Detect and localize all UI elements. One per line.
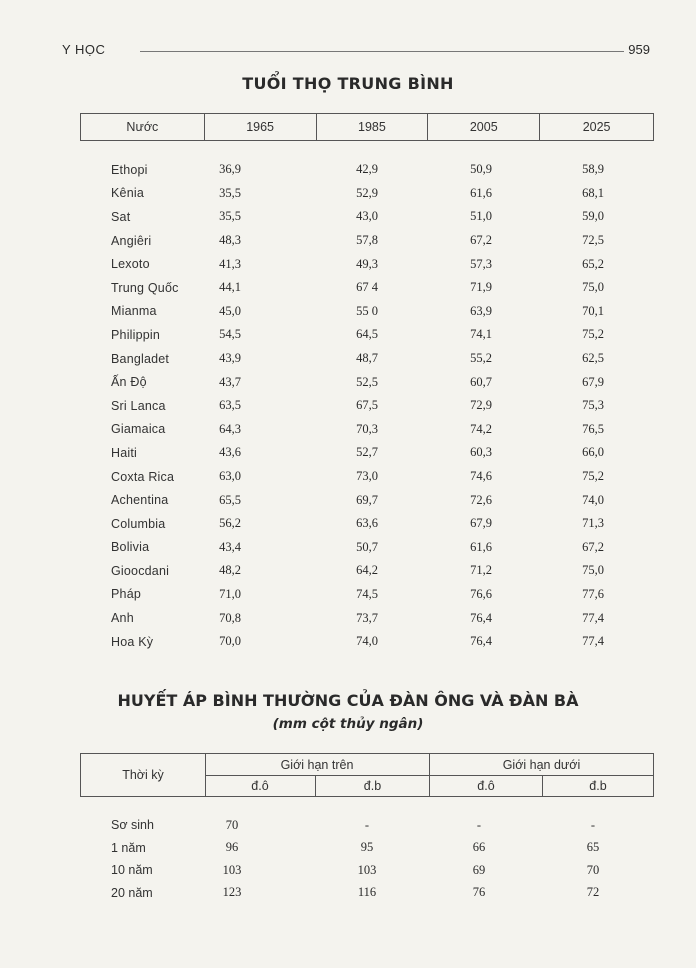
value-cell: 70,3 [356,421,378,436]
value-cell: 75,0 [582,563,604,578]
value-cell: 55 0 [356,303,378,318]
pressure-cell: 72 [586,885,600,900]
table-row [80,814,654,837]
value-cell: 77,6 [582,586,604,601]
value-cell: 68,1 [582,185,604,200]
country-cell: Sri Lanca [111,398,166,413]
column-header-country: Nước [126,120,159,134]
value-cell: 76,6 [470,586,492,601]
country-cell: Bangladet [111,351,170,366]
value-cell: 74,6 [470,469,492,484]
table-row [80,252,654,276]
blood-pressure-title: HUYẾT ÁP BÌNH THƯỜNG CỦA ĐÀN ÔNG VÀ ĐÀN BÀ [117,691,579,710]
value-cell: 60,3 [470,445,492,460]
life-expectancy-table-body [80,158,654,653]
value-cell: 71,3 [582,516,604,531]
column-header-1965: 1965 [204,114,316,140]
column-group-upper-limit: Giới hạn trên [205,754,430,776]
period-cell: Sơ sinh [111,818,154,833]
value-cell: 63,6 [356,516,378,531]
value-cell: 76,5 [582,421,604,436]
value-cell: 59,0 [582,209,604,224]
value-cell: 48,3 [219,233,241,248]
header-rule [140,51,624,52]
column-group-lower-limit: Giới hạn dưới [430,754,653,776]
column-header-period: Thời kỳ [81,754,206,796]
table-row [80,182,654,206]
value-cell: 73,7 [356,610,378,625]
value-cell: 48,2 [219,563,241,578]
pressure-cell: 95 [360,840,374,855]
blood-pressure-table-header [80,753,654,797]
table-row [80,488,654,512]
period-cell: 1 năm [111,840,146,855]
column-header-2005: 2005 [427,114,539,140]
country-cell: Coxta Rica [111,469,175,484]
value-cell: 63,0 [219,469,241,484]
value-cell: 49,3 [356,256,378,271]
table-row [80,606,654,630]
value-cell: 43,9 [219,351,241,366]
column-header-upper-men: đ.ô [205,776,316,796]
table-row [80,465,654,489]
column-header-2025: 2025 [539,114,653,140]
value-cell: 70,0 [219,634,241,649]
value-cell: 72,5 [582,233,604,248]
table-row [80,229,654,253]
pressure-cell: 103 [357,862,377,877]
value-cell: 67 4 [356,280,378,295]
value-cell: 74,0 [356,634,378,649]
value-cell: 50,9 [470,162,492,177]
table-row [80,559,654,583]
country-cell: Philippin [111,327,161,342]
value-cell: 70,1 [582,303,604,318]
value-cell: 57,8 [356,233,378,248]
pressure-cell: - [364,817,370,832]
pressure-cell: 116 [357,885,377,900]
value-cell: 60,7 [470,374,492,389]
pressure-cell: 70 [586,862,600,877]
value-cell: 35,5 [219,209,241,224]
value-cell: 50,7 [356,539,378,554]
value-cell: 71,9 [470,280,492,295]
country-cell: Pháp [111,587,141,602]
value-cell: 52,7 [356,445,378,460]
country-cell: Achentina [111,493,169,508]
value-cell: 74,0 [582,492,604,507]
period-cell: 10 năm [111,863,153,878]
table-row [80,512,654,536]
table-row [80,347,654,371]
value-cell: 56,2 [219,516,241,531]
country-cell: Giamaica [111,422,166,437]
column-header-upper-women: đ.b [316,776,430,796]
value-cell: 76,4 [470,634,492,649]
value-cell: 67,2 [582,539,604,554]
value-cell: 43,7 [219,374,241,389]
value-cell: 65,5 [219,492,241,507]
value-cell: 65,2 [582,256,604,271]
value-cell: 48,7 [356,351,378,366]
country-cell: Angiêri [111,233,152,248]
pressure-cell: - [590,817,596,832]
value-cell: 77,4 [582,610,604,625]
page-number: 959 [628,42,650,57]
value-cell: 77,4 [582,634,604,649]
life-expectancy-title: TUỔI THỌ TRUNG BÌNH [242,74,454,93]
value-cell: 51,0 [470,209,492,224]
value-cell: 52,9 [356,185,378,200]
country-cell: Gioocdani [111,563,170,578]
value-cell: 64,3 [219,421,241,436]
value-cell: 63,9 [470,303,492,318]
table-row [80,394,654,418]
table-row [80,418,654,442]
value-cell: 69,7 [356,492,378,507]
value-cell: 75,2 [582,327,604,342]
value-cell: 67,2 [470,233,492,248]
table-row [80,300,654,324]
value-cell: 55,2 [470,351,492,366]
country-cell: Columbia [111,516,166,531]
value-cell: 71,2 [470,563,492,578]
value-cell: 73,0 [356,469,378,484]
value-cell: 72,9 [470,398,492,413]
table-row [80,630,654,654]
pressure-cell: - [476,817,482,832]
table-row [80,583,654,607]
value-cell: 54,5 [219,327,241,342]
table-row [80,441,654,465]
country-cell: Lexoto [111,257,150,272]
value-cell: 76,4 [470,610,492,625]
value-cell: 64,5 [356,327,378,342]
pressure-cell: 103 [222,862,242,877]
column-header-1985: 1985 [316,114,428,140]
country-cell: Ethopi [111,162,148,177]
value-cell: 43,6 [219,445,241,460]
value-cell: 43,0 [356,209,378,224]
value-cell: 43,4 [219,539,241,554]
blood-pressure-subtitle: (mm cột thủy ngân) [272,716,424,732]
period-cell: 20 năm [111,885,153,900]
pressure-cell: 65 [586,840,600,855]
table-row [80,323,654,347]
value-cell: 57,3 [470,256,492,271]
value-cell: 74,1 [470,327,492,342]
value-cell: 41,3 [219,256,241,271]
value-cell: 35,5 [219,185,241,200]
value-cell: 67,9 [582,374,604,389]
value-cell: 44,1 [219,280,241,295]
pressure-cell: 76 [472,885,486,900]
table-row [80,882,654,905]
value-cell: 61,6 [470,539,492,554]
value-cell: 63,5 [219,398,241,413]
table-row [80,205,654,229]
table-row [80,536,654,560]
value-cell: 45,0 [219,303,241,318]
value-cell: 52,5 [356,374,378,389]
value-cell: 61,6 [470,185,492,200]
country-cell: Kênia [111,186,144,201]
column-header-lower-women: đ.b [589,779,607,793]
table-row [80,158,654,182]
value-cell: 36,9 [219,162,241,177]
value-cell: 66,0 [582,445,604,460]
blood-pressure-table-body [80,814,654,904]
value-cell: 58,9 [582,162,604,177]
value-cell: 72,6 [470,492,492,507]
value-cell: 62,5 [582,351,604,366]
value-cell: 75,0 [582,280,604,295]
value-cell: 75,2 [582,469,604,484]
pressure-cell: 70 [225,817,239,832]
country-cell: Bolivia [111,540,150,555]
value-cell: 75,3 [582,398,604,413]
table-row [80,370,654,394]
country-cell: Hoa Kỳ [111,634,154,649]
running-title: Y HỌC [62,42,106,57]
pressure-cell: 69 [472,862,486,877]
value-cell: 74,2 [470,421,492,436]
pressure-cell: 123 [222,885,242,900]
life-expectancy-table-header [80,113,654,141]
pressure-cell: 66 [472,840,486,855]
value-cell: 67,5 [356,398,378,413]
country-cell: Mianma [111,304,157,319]
pressure-cell: 96 [225,840,239,855]
table-row [80,859,654,882]
value-cell: 42,9 [356,162,378,177]
country-cell: Haiti [111,445,138,460]
country-cell: Trung Quốc [111,280,179,295]
value-cell: 71,0 [219,586,241,601]
column-header-lower-men: đ.ô [430,776,543,796]
value-cell: 70,8 [219,610,241,625]
value-cell: 64,2 [356,563,378,578]
table-row [80,837,654,860]
value-cell: 74,5 [356,586,378,601]
country-cell: Ấn Độ [111,375,147,390]
value-cell: 67,9 [470,516,492,531]
table-row [80,276,654,300]
country-cell: Anh [111,611,134,626]
country-cell: Sat [111,209,131,224]
